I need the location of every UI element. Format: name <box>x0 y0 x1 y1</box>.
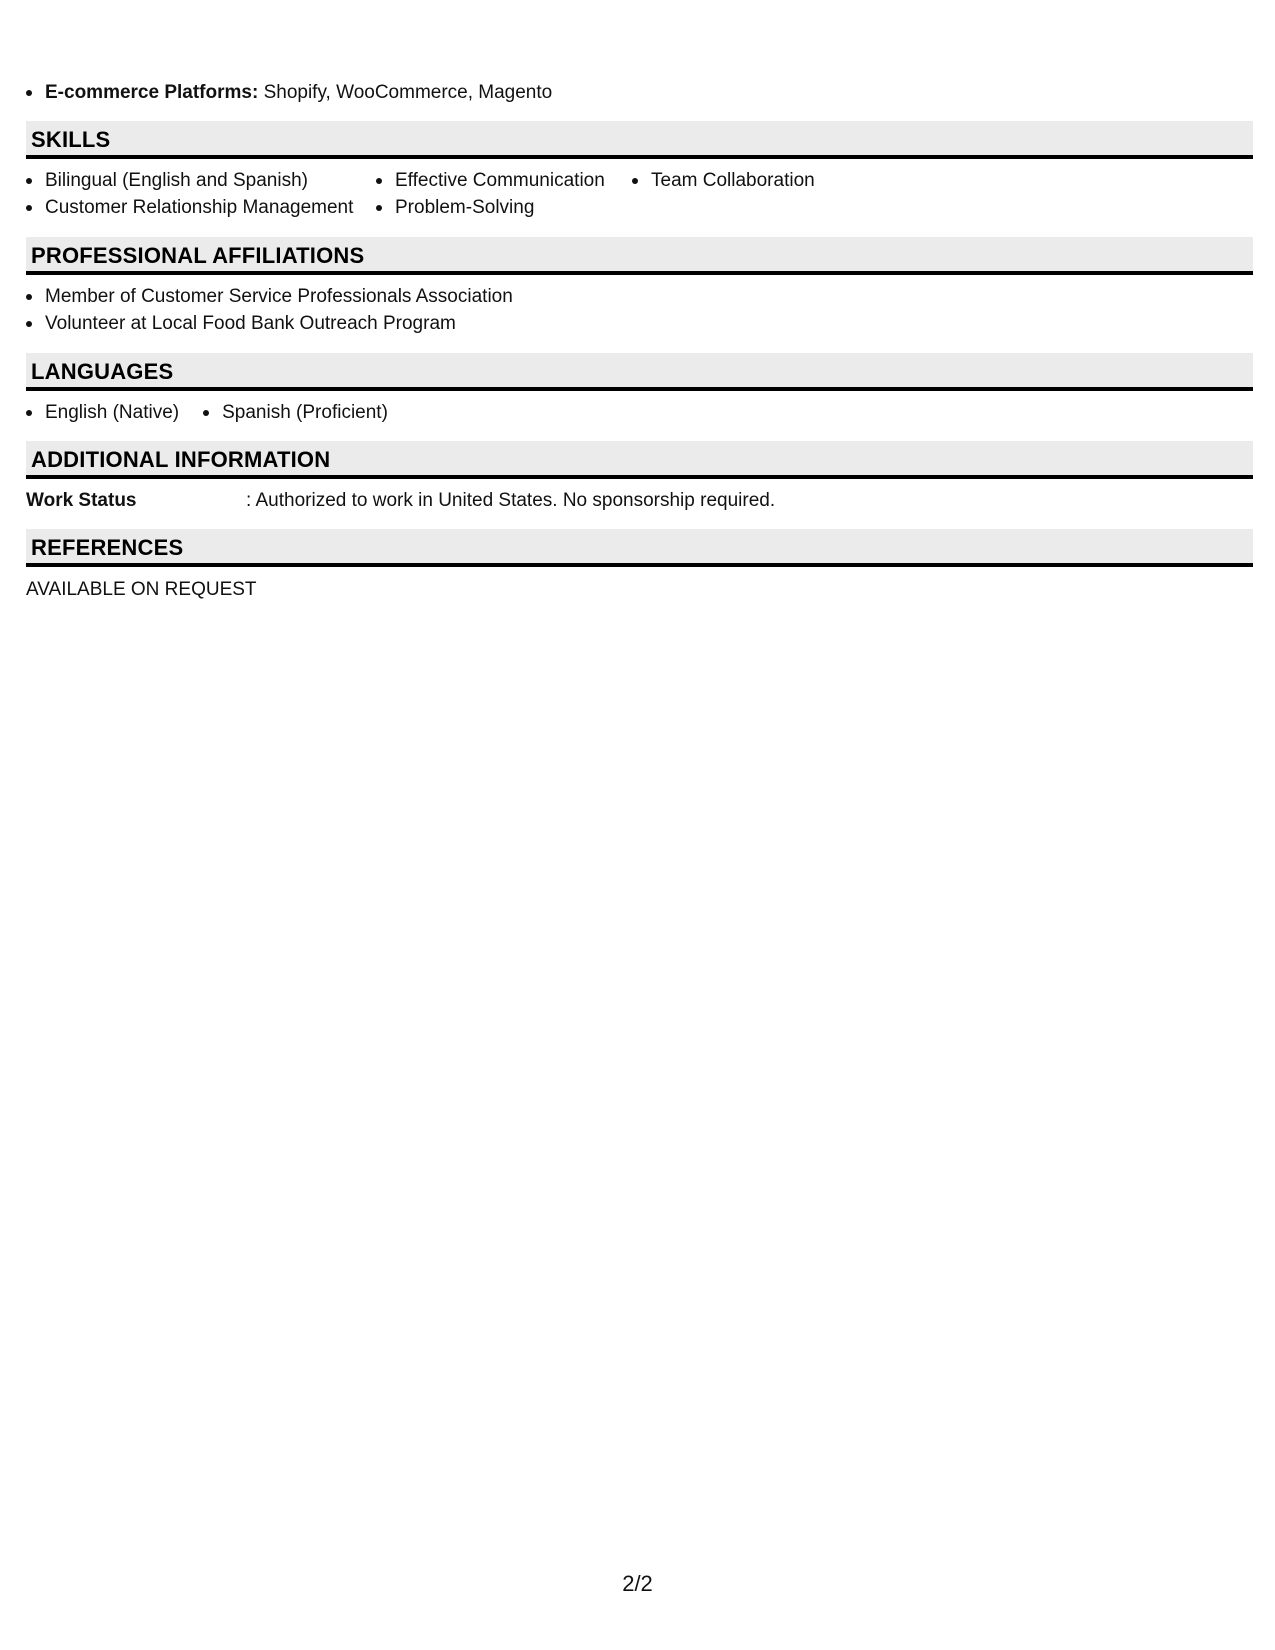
additional-info-body <box>26 487 775 514</box>
list-item <box>26 79 552 106</box>
affiliations-header <box>26 237 1253 275</box>
references-header <box>26 529 1253 567</box>
list-item: Bilingual (English and Spanish) <box>26 167 376 194</box>
list-item: English (Native) <box>26 399 179 426</box>
languages-list <box>26 399 412 426</box>
page-number: 2/2 <box>622 1571 653 1596</box>
references-body <box>26 576 257 603</box>
list-item: Effective Communication <box>376 167 632 194</box>
ecommerce-platforms-list <box>26 79 552 106</box>
list-item: Problem-Solving <box>376 194 632 221</box>
skills-grid <box>26 167 852 221</box>
skills-column-1 <box>26 167 376 221</box>
work-status-value: : Authorized to work in United States. No sponsorship required. <box>246 490 776 511</box>
references-text: AVAILABLE ON REQUEST <box>26 579 257 600</box>
list-item: Member of Customer Service Professionals Association <box>26 283 513 310</box>
list-item: Team Collaboration <box>632 167 852 194</box>
skills-column-3 <box>632 167 852 221</box>
ecommerce-platforms-value: Shopify, WooCommerce, Magento <box>263 82 553 103</box>
list-item: Customer Relationship Management <box>26 194 376 221</box>
references-title: REFERENCES <box>31 535 184 560</box>
list-item: Spanish (Proficient) <box>203 399 388 426</box>
languages-header <box>26 353 1253 391</box>
skills-column-2 <box>376 167 632 221</box>
skills-body <box>26 167 852 221</box>
work-status-label: Work Status <box>26 490 137 511</box>
work-status-row <box>26 487 775 514</box>
skills-title: SKILLS <box>31 127 111 152</box>
affiliations-list <box>26 283 513 337</box>
list-item: Volunteer at Local Food Bank Outreach Program <box>26 310 513 337</box>
affiliations-body <box>26 283 513 337</box>
ecommerce-platforms-label: E-commerce Platforms: <box>45 82 259 103</box>
additional-info-header <box>26 441 1253 479</box>
languages-title: LANGUAGES <box>31 359 174 384</box>
languages-body <box>26 399 412 426</box>
affiliations-title: PROFESSIONAL AFFILIATIONS <box>31 243 365 268</box>
additional-info-title: ADDITIONAL INFORMATION <box>31 447 331 472</box>
skills-header <box>26 121 1253 159</box>
